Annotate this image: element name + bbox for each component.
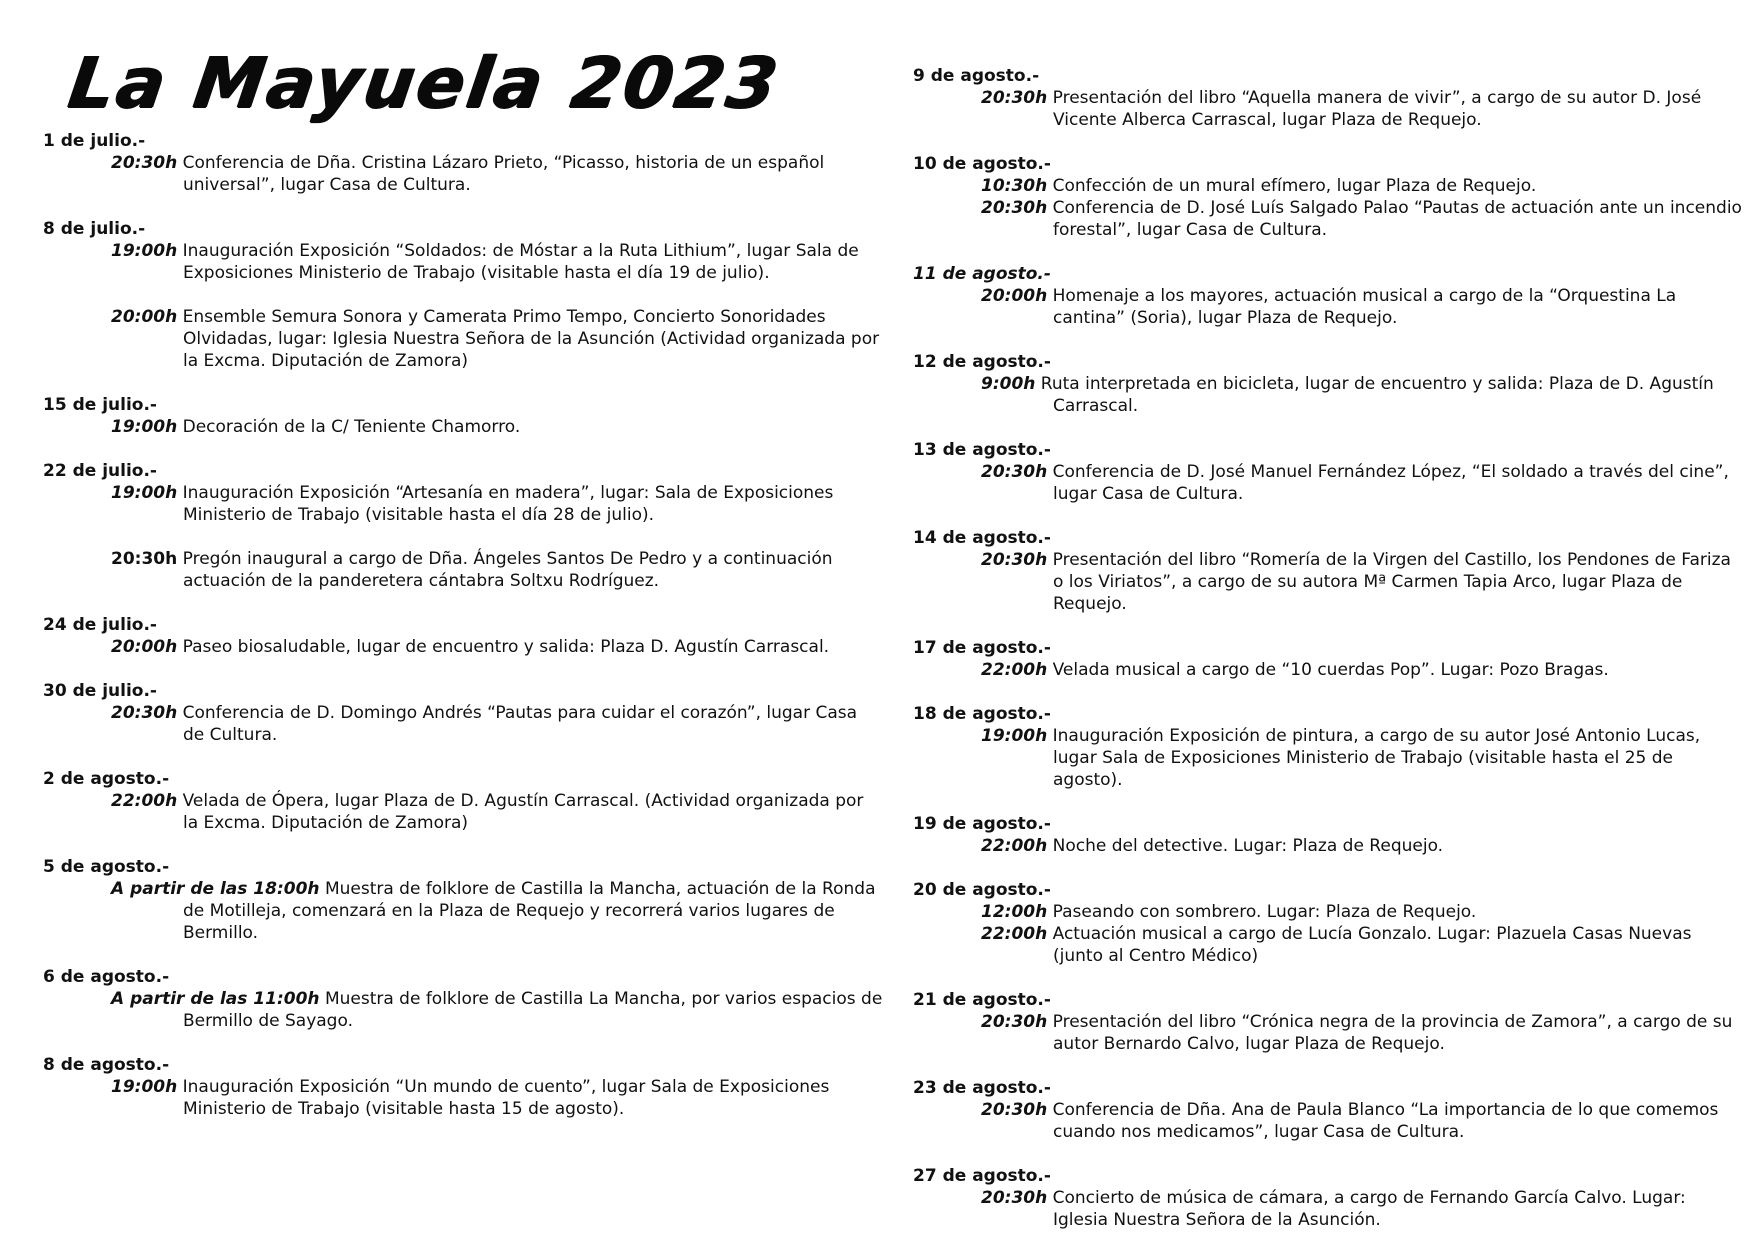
event-description: Confección de un mural efímero, lugar Plaza de Requejo. bbox=[1052, 176, 1537, 196]
schedule-event bbox=[913, 1011, 1743, 1055]
schedule-event bbox=[43, 306, 883, 372]
schedule-event bbox=[43, 790, 883, 834]
day-date: 5 de agosto.- bbox=[43, 857, 170, 877]
schedule-day bbox=[43, 130, 883, 196]
event-description: Inauguración Exposición “Artesanía en madera”, lugar: Sala de Exposiciones Ministerio de Trabajo (visitable hasta el día 28 de julio). bbox=[182, 483, 834, 525]
event-time: 20:30h bbox=[981, 550, 1048, 570]
event-description: Muestra de folklore de Castilla la Mancha, actuación de la Ronda de Motilleja, comenzará en la Plaza de Requejo y recorrerá varios lugares de Bermillo. bbox=[183, 879, 876, 943]
day-date: 10 de agosto.- bbox=[913, 154, 1051, 174]
schedule-day bbox=[913, 263, 1743, 329]
event-description: Concierto de música de cámara, a cargo de Fernando García Calvo. Lugar: Iglesia Nuestra Señora de la Asunción. bbox=[1052, 1188, 1686, 1230]
schedule-day bbox=[913, 813, 1743, 857]
day-date: 15 de julio.- bbox=[43, 395, 157, 415]
event-time: 19:00h bbox=[981, 726, 1048, 746]
day-date: 13 de agosto.- bbox=[913, 440, 1051, 460]
event-time: 20:30h bbox=[111, 549, 178, 569]
schedule-event bbox=[913, 461, 1743, 505]
schedule-event bbox=[913, 285, 1743, 329]
schedule-day bbox=[913, 153, 1743, 241]
schedule-day bbox=[913, 527, 1743, 615]
schedule-day bbox=[43, 856, 883, 944]
event-time: 12:00h bbox=[981, 902, 1048, 922]
schedule-day bbox=[913, 65, 1743, 131]
event-time: 19:00h bbox=[111, 483, 178, 503]
event-description: Presentación del libro “Aquella manera de vivir”, a cargo de su autor D. José Vicente Alberca Carrascal, lugar Plaza de Requejo. bbox=[1052, 88, 1702, 130]
schedule-event bbox=[913, 835, 1743, 857]
day-date: 12 de agosto.- bbox=[913, 352, 1051, 372]
event-time: 20:30h bbox=[981, 88, 1048, 108]
day-date: 27 de agosto.- bbox=[913, 1166, 1051, 1186]
day-date: 11 de agosto.- bbox=[913, 264, 1051, 284]
event-time: 20:30h bbox=[981, 462, 1048, 482]
day-date: 20 de agosto.- bbox=[913, 880, 1051, 900]
event-description: Velada musical a cargo de “10 cuerdas Pop”. Lugar: Pozo Bragas. bbox=[1052, 660, 1609, 680]
schedule-event bbox=[913, 923, 1743, 967]
schedule-day bbox=[43, 218, 883, 372]
day-date: 22 de julio.- bbox=[43, 461, 157, 481]
event-description: Inauguración Exposición “Un mundo de cuento”, lugar Sala de Exposiciones Ministerio de Trabajo (visitable hasta 15 de agosto). bbox=[182, 1077, 830, 1119]
day-date: 8 de agosto.- bbox=[43, 1055, 170, 1075]
event-time: 20:30h bbox=[111, 153, 178, 173]
event-time: 20:30h bbox=[981, 1100, 1048, 1120]
event-time: 19:00h bbox=[111, 417, 178, 437]
schedule-day bbox=[913, 1077, 1743, 1143]
day-date: 24 de julio.- bbox=[43, 615, 157, 635]
event-description: Velada de Ópera, lugar Plaza de D. Agustín Carrascal. (Actividad organizada por la Excma. Diputación de Zamora) bbox=[182, 791, 864, 833]
schedule-day bbox=[43, 394, 883, 438]
page-title: La Mayuela 2023 bbox=[64, 42, 786, 124]
event-time: A partir de las 11:00h bbox=[111, 989, 320, 1009]
event-time: 19:00h bbox=[111, 1077, 178, 1097]
schedule-day bbox=[913, 637, 1743, 681]
schedule-event bbox=[913, 197, 1743, 241]
event-description: Muestra de folklore de Castilla La Mancha, por varios espacios de Bermillo de Sayago. bbox=[183, 989, 883, 1031]
schedule-event bbox=[43, 416, 883, 438]
schedule-event bbox=[913, 549, 1743, 615]
schedule-event bbox=[43, 548, 883, 592]
day-date: 9 de agosto.- bbox=[913, 66, 1040, 86]
event-description: Paseo biosaludable, lugar de encuentro y salida: Plaza D. Agustín Carrascal. bbox=[182, 637, 830, 657]
event-description: Inauguración Exposición de pintura, a cargo de su autor José Antonio Lucas, lugar Sala de Exposiciones Ministerio de Trabajo (visitable hasta el 25 de agosto). bbox=[1052, 726, 1701, 790]
schedule-day bbox=[913, 879, 1743, 967]
event-description: Actuación musical a cargo de Lucía Gonzalo. Lugar: Plazuela Casas Nuevas (junto al Centro Médico) bbox=[1052, 924, 1692, 966]
schedule-day bbox=[43, 966, 883, 1032]
event-time: A partir de las 18:00h bbox=[111, 879, 320, 899]
schedule-day bbox=[913, 703, 1743, 791]
event-time: 9:00h bbox=[981, 374, 1036, 394]
event-time: 10:30h bbox=[981, 176, 1048, 196]
schedule-event bbox=[43, 636, 883, 658]
day-date: 19 de agosto.- bbox=[913, 814, 1051, 834]
schedule-right-column bbox=[913, 65, 1743, 1253]
schedule-day bbox=[43, 1054, 883, 1120]
event-description: Homenaje a los mayores, actuación musical a cargo de la “Orquestina La cantina” (Soria), lugar Plaza de Requejo. bbox=[1052, 286, 1677, 328]
schedule-event bbox=[913, 373, 1743, 417]
day-date: 23 de agosto.- bbox=[913, 1078, 1051, 1098]
schedule-event bbox=[43, 702, 883, 746]
schedule-event bbox=[913, 1099, 1743, 1143]
schedule-left-column bbox=[43, 130, 883, 1142]
schedule-day bbox=[43, 768, 883, 834]
event-description: Decoración de la C/ Teniente Chamorro. bbox=[182, 417, 521, 437]
event-description: Paseando con sombrero. Lugar: Plaza de Requejo. bbox=[1052, 902, 1477, 922]
day-date: 17 de agosto.- bbox=[913, 638, 1051, 658]
event-time: 22:00h bbox=[111, 791, 178, 811]
event-time: 22:00h bbox=[981, 836, 1048, 856]
schedule-event bbox=[913, 725, 1743, 791]
event-time: 20:30h bbox=[981, 198, 1048, 218]
schedule-day bbox=[913, 1165, 1743, 1231]
event-description: Conferencia de Dña. Cristina Lázaro Prieto, “Picasso, historia de un español universal”, lugar Casa de Cultura. bbox=[182, 153, 825, 195]
schedule-event bbox=[913, 659, 1743, 681]
day-date: 2 de agosto.- bbox=[43, 769, 170, 789]
event-description: Conferencia de D. José Luís Salgado Palao “Pautas de actuación ante un incendio forestal”, lugar Casa de Cultura. bbox=[1052, 198, 1742, 240]
schedule-event bbox=[43, 878, 883, 944]
event-description: Inauguración Exposición “Soldados: de Móstar a la Ruta Lithium”, lugar Sala de Exposiciones Ministerio de Trabajo (visitable hasta el día 19 de julio). bbox=[182, 241, 859, 283]
schedule-event bbox=[43, 240, 883, 284]
event-description: Conferencia de D. José Manuel Fernández López, “El soldado a través del cine”, lugar Casa de Cultura. bbox=[1052, 462, 1729, 504]
day-date: 30 de julio.- bbox=[43, 681, 157, 701]
event-description: Pregón inaugural a cargo de Dña. Ángeles Santos De Pedro y a continuación actuación de la panderetera cántabra Soltxu Rodríguez. bbox=[182, 549, 833, 591]
schedule-event bbox=[43, 1076, 883, 1120]
event-time: 20:30h bbox=[111, 703, 178, 723]
schedule-day bbox=[43, 614, 883, 658]
event-description: Conferencia de Dña. Ana de Paula Blanco “La importancia de lo que comemos cuando nos medicamos”, lugar Casa de Cultura. bbox=[1052, 1100, 1719, 1142]
schedule-event bbox=[913, 1187, 1743, 1231]
event-time: 20:00h bbox=[981, 286, 1048, 306]
day-date: 21 de agosto.- bbox=[913, 990, 1051, 1010]
day-date: 18 de agosto.- bbox=[913, 704, 1051, 724]
schedule-event bbox=[43, 988, 883, 1032]
event-description: Presentación del libro “Romería de la Virgen del Castillo, los Pendones de Fariza o los Viriatos”, a cargo de su autora Mª Carmen Tapia Arco, lugar Plaza de Requejo. bbox=[1052, 550, 1731, 614]
event-time: 20:00h bbox=[111, 307, 178, 327]
day-date: 6 de agosto.- bbox=[43, 967, 170, 987]
schedule-day bbox=[43, 680, 883, 746]
event-description: Noche del detective. Lugar: Plaza de Requejo. bbox=[1052, 836, 1444, 856]
day-date: 8 de julio.- bbox=[43, 219, 146, 239]
schedule-event bbox=[43, 152, 883, 196]
day-date: 1 de julio.- bbox=[43, 131, 146, 151]
event-time: 20:30h bbox=[981, 1012, 1048, 1032]
event-description: Conferencia de D. Domingo Andrés “Pautas para cuidar el corazón”, lugar Casa de Cultura. bbox=[182, 703, 858, 745]
schedule-event bbox=[913, 87, 1743, 131]
event-time: 22:00h bbox=[981, 924, 1048, 944]
day-date: 14 de agosto.- bbox=[913, 528, 1051, 548]
schedule-day bbox=[913, 989, 1743, 1055]
schedule-day bbox=[913, 439, 1743, 505]
event-time: 20:30h bbox=[981, 1188, 1048, 1208]
event-time: 20:00h bbox=[111, 637, 178, 657]
schedule-event bbox=[913, 901, 1743, 923]
schedule-day bbox=[913, 351, 1743, 417]
event-description: Ensemble Semura Sonora y Camerata Primo Tempo, Concierto Sonoridades Olvidadas, lugar: Iglesia Nuestra Señora de la Asunción (Actividad organizada por la Excma. Diputación de Zamora) bbox=[182, 307, 880, 371]
schedule-event bbox=[913, 175, 1743, 197]
event-description: Presentación del libro “Crónica negra de la provincia de Zamora”, a cargo de su autor Bernardo Calvo, lugar Plaza de Requejo. bbox=[1052, 1012, 1733, 1054]
event-time: 22:00h bbox=[981, 660, 1048, 680]
event-time: 19:00h bbox=[111, 241, 178, 261]
event-description: Ruta interpretada en bicicleta, lugar de encuentro y salida: Plaza de D. Agustín Carrascal. bbox=[1040, 374, 1714, 416]
schedule-day bbox=[43, 460, 883, 592]
schedule-event bbox=[43, 482, 883, 526]
